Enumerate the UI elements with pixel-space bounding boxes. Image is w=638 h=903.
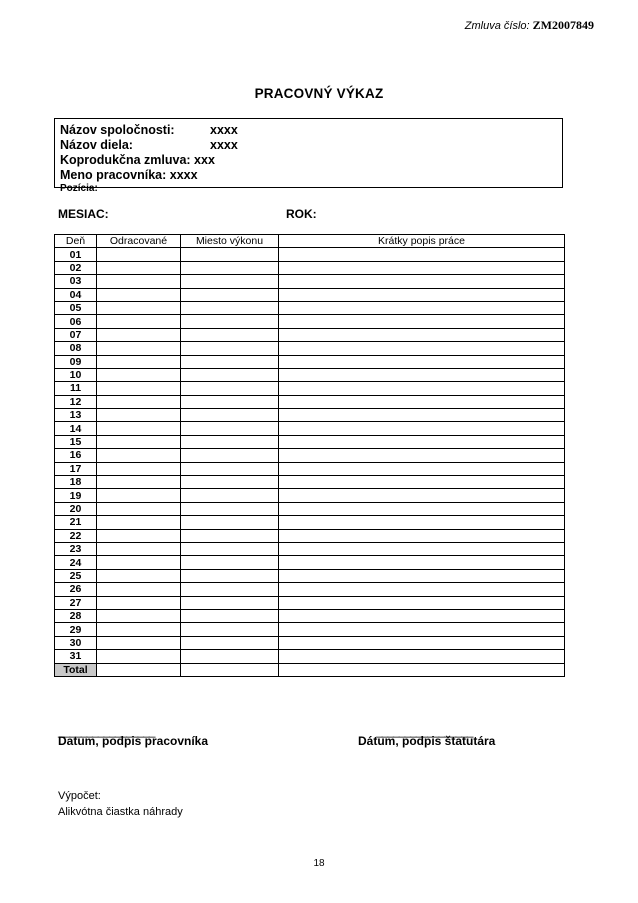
coproduction-row: Koprodukčna zmluva: xxx xyxy=(60,153,215,167)
description-cell xyxy=(279,476,565,489)
worked-cell xyxy=(97,248,181,261)
description-cell xyxy=(279,301,565,314)
day-cell: 09 xyxy=(55,355,97,368)
statutory-signature-label: Dátum, podpis štatutára xyxy=(358,734,496,748)
day-cell: 21 xyxy=(55,516,97,529)
description-cell xyxy=(279,502,565,515)
contract-number: ZM2007849 xyxy=(532,18,594,32)
table-row xyxy=(55,328,565,341)
worked-cell xyxy=(97,476,181,489)
description-cell xyxy=(279,342,565,355)
description-cell xyxy=(279,261,565,274)
table-row xyxy=(55,650,565,663)
day-cell: 29 xyxy=(55,623,97,636)
worked-cell xyxy=(97,583,181,596)
place-cell xyxy=(181,435,279,448)
day-cell: 12 xyxy=(55,395,97,408)
company-label: Názov spoločnosti: xyxy=(60,123,175,137)
worked-cell xyxy=(97,449,181,462)
worked-cell xyxy=(97,328,181,341)
place-cell xyxy=(181,409,279,422)
description-cell xyxy=(279,569,565,582)
day-cell: 08 xyxy=(55,342,97,355)
worked-cell xyxy=(97,650,181,663)
document-title: PRACOVNÝ VÝKAZ xyxy=(254,86,384,101)
description-cell xyxy=(279,529,565,542)
place-cell xyxy=(181,596,279,609)
worked-cell xyxy=(97,368,181,381)
table-row xyxy=(55,395,565,408)
description-cell xyxy=(279,583,565,596)
day-cell: 03 xyxy=(55,275,97,288)
table-row xyxy=(55,516,565,529)
day-cell: 28 xyxy=(55,609,97,622)
calculation-label: Výpočet: xyxy=(58,790,101,802)
table-row xyxy=(55,248,565,261)
table-row xyxy=(55,636,565,649)
description-cell xyxy=(279,542,565,555)
place-cell xyxy=(181,342,279,355)
description-cell xyxy=(279,248,565,261)
table-row xyxy=(55,476,565,489)
work-row xyxy=(60,138,557,153)
worked-cell xyxy=(97,315,181,328)
worked-cell xyxy=(97,502,181,515)
table-row xyxy=(55,569,565,582)
table-row xyxy=(55,596,565,609)
place-cell xyxy=(181,315,279,328)
worked-cell xyxy=(97,288,181,301)
description-cell xyxy=(279,395,565,408)
table-row xyxy=(55,609,565,622)
header-description: Krátky popis práce xyxy=(279,235,565,248)
table-row xyxy=(55,435,565,448)
description-cell xyxy=(279,609,565,622)
worked-cell xyxy=(97,355,181,368)
worked-cell xyxy=(97,542,181,555)
day-cell: 07 xyxy=(55,328,97,341)
table-row xyxy=(55,355,565,368)
description-cell xyxy=(279,328,565,341)
total-label-cell: Total xyxy=(55,663,97,676)
description-cell xyxy=(279,623,565,636)
day-cell: 26 xyxy=(55,583,97,596)
table-row xyxy=(55,422,565,435)
place-cell xyxy=(181,583,279,596)
header-place: Miesto výkonu xyxy=(181,235,279,248)
description-cell xyxy=(279,422,565,435)
description-cell xyxy=(279,489,565,502)
timesheet-table xyxy=(54,234,565,677)
work-value: xxxx xyxy=(210,138,238,152)
table-row xyxy=(55,462,565,475)
contract-reference xyxy=(465,18,594,33)
worker-signature-label: Datum, podpis pracovníka xyxy=(58,734,209,748)
day-cell: 22 xyxy=(55,529,97,542)
place-cell xyxy=(181,382,279,395)
place-cell xyxy=(181,623,279,636)
worked-cell xyxy=(97,609,181,622)
position-row: Pozícia: xyxy=(60,183,98,194)
info-box xyxy=(54,118,563,194)
day-cell: 10 xyxy=(55,368,97,381)
place-cell xyxy=(181,275,279,288)
description-cell xyxy=(279,368,565,381)
worked-cell xyxy=(97,462,181,475)
day-cell: 04 xyxy=(55,288,97,301)
company-value: xxxx xyxy=(210,123,238,137)
table-row xyxy=(55,368,565,381)
place-cell xyxy=(181,368,279,381)
place-cell xyxy=(181,422,279,435)
day-cell: 24 xyxy=(55,556,97,569)
worked-cell xyxy=(97,301,181,314)
day-cell: 20 xyxy=(55,502,97,515)
table-row xyxy=(55,583,565,596)
place-cell xyxy=(181,395,279,408)
total-place-cell xyxy=(181,663,279,676)
description-cell xyxy=(279,650,565,663)
worked-cell xyxy=(97,529,181,542)
place-cell xyxy=(181,636,279,649)
day-cell: 25 xyxy=(55,569,97,582)
place-cell xyxy=(181,248,279,261)
place-cell xyxy=(181,529,279,542)
table-row xyxy=(55,261,565,274)
place-cell xyxy=(181,650,279,663)
place-cell xyxy=(181,516,279,529)
table-row xyxy=(55,288,565,301)
page-number: 18 xyxy=(313,858,325,869)
description-cell xyxy=(279,409,565,422)
place-cell xyxy=(181,489,279,502)
place-cell xyxy=(181,476,279,489)
place-cell xyxy=(181,542,279,555)
day-cell: 13 xyxy=(55,409,97,422)
place-cell xyxy=(181,502,279,515)
description-cell xyxy=(279,449,565,462)
day-cell: 14 xyxy=(55,422,97,435)
description-cell xyxy=(279,462,565,475)
contract-label: Zmluva číslo: xyxy=(464,20,530,32)
table-row xyxy=(55,623,565,636)
table-row xyxy=(55,315,565,328)
place-cell xyxy=(181,569,279,582)
day-cell: 17 xyxy=(55,462,97,475)
worked-cell xyxy=(97,261,181,274)
header-day: Deň xyxy=(55,235,97,248)
day-cell: 30 xyxy=(55,636,97,649)
worked-cell xyxy=(97,382,181,395)
year-label: ROK: xyxy=(286,207,317,221)
description-cell xyxy=(279,636,565,649)
month-label: MESIAC: xyxy=(58,207,109,221)
place-cell xyxy=(181,355,279,368)
worked-cell xyxy=(97,422,181,435)
day-cell: 27 xyxy=(55,596,97,609)
place-cell xyxy=(181,556,279,569)
worked-cell xyxy=(97,395,181,408)
description-cell xyxy=(279,275,565,288)
work-label: Názov diela: xyxy=(60,138,133,152)
amount-label: Alikvótna čiastka náhrady xyxy=(58,806,183,818)
day-cell: 18 xyxy=(55,476,97,489)
place-cell xyxy=(181,449,279,462)
day-cell: 15 xyxy=(55,435,97,448)
worker-signature-line: _________________ xyxy=(58,724,155,738)
table-row xyxy=(55,382,565,395)
worked-cell xyxy=(97,636,181,649)
table-header-row xyxy=(55,235,565,248)
day-cell: 06 xyxy=(55,315,97,328)
description-cell xyxy=(279,355,565,368)
place-cell xyxy=(181,288,279,301)
place-cell xyxy=(181,609,279,622)
worked-cell xyxy=(97,556,181,569)
worker-row: Meno pracovníka: xxxx xyxy=(60,168,198,182)
day-cell: 31 xyxy=(55,650,97,663)
total-description-cell xyxy=(279,663,565,676)
day-cell: 11 xyxy=(55,382,97,395)
description-cell xyxy=(279,556,565,569)
place-cell xyxy=(181,328,279,341)
worked-cell xyxy=(97,569,181,582)
day-cell: 23 xyxy=(55,542,97,555)
description-cell xyxy=(279,435,565,448)
table-row xyxy=(55,542,565,555)
table-row xyxy=(55,529,565,542)
description-cell xyxy=(279,315,565,328)
place-cell xyxy=(181,462,279,475)
worked-cell xyxy=(97,623,181,636)
worked-cell xyxy=(97,435,181,448)
worked-cell xyxy=(97,409,181,422)
table-row xyxy=(55,556,565,569)
statutory-signature-line: _________________ xyxy=(376,724,473,738)
table-row xyxy=(55,409,565,422)
place-cell xyxy=(181,301,279,314)
day-cell: 19 xyxy=(55,489,97,502)
table-row xyxy=(55,502,565,515)
day-cell: 01 xyxy=(55,248,97,261)
worked-cell xyxy=(97,489,181,502)
table-row xyxy=(55,489,565,502)
day-cell: 02 xyxy=(55,261,97,274)
total-worked-cell xyxy=(97,663,181,676)
timesheet-body xyxy=(55,248,565,677)
description-cell xyxy=(279,596,565,609)
table-row xyxy=(55,301,565,314)
worked-cell xyxy=(97,596,181,609)
description-cell xyxy=(279,288,565,301)
table-row xyxy=(55,449,565,462)
day-cell: 05 xyxy=(55,301,97,314)
place-cell xyxy=(181,261,279,274)
worked-cell xyxy=(97,275,181,288)
day-cell: 16 xyxy=(55,449,97,462)
header-worked: Odracované xyxy=(97,235,181,248)
description-cell xyxy=(279,382,565,395)
worked-cell xyxy=(97,516,181,529)
description-cell xyxy=(279,516,565,529)
table-row xyxy=(55,342,565,355)
company-row xyxy=(60,123,557,138)
table-row xyxy=(55,275,565,288)
worked-cell xyxy=(97,342,181,355)
total-row xyxy=(55,663,565,676)
